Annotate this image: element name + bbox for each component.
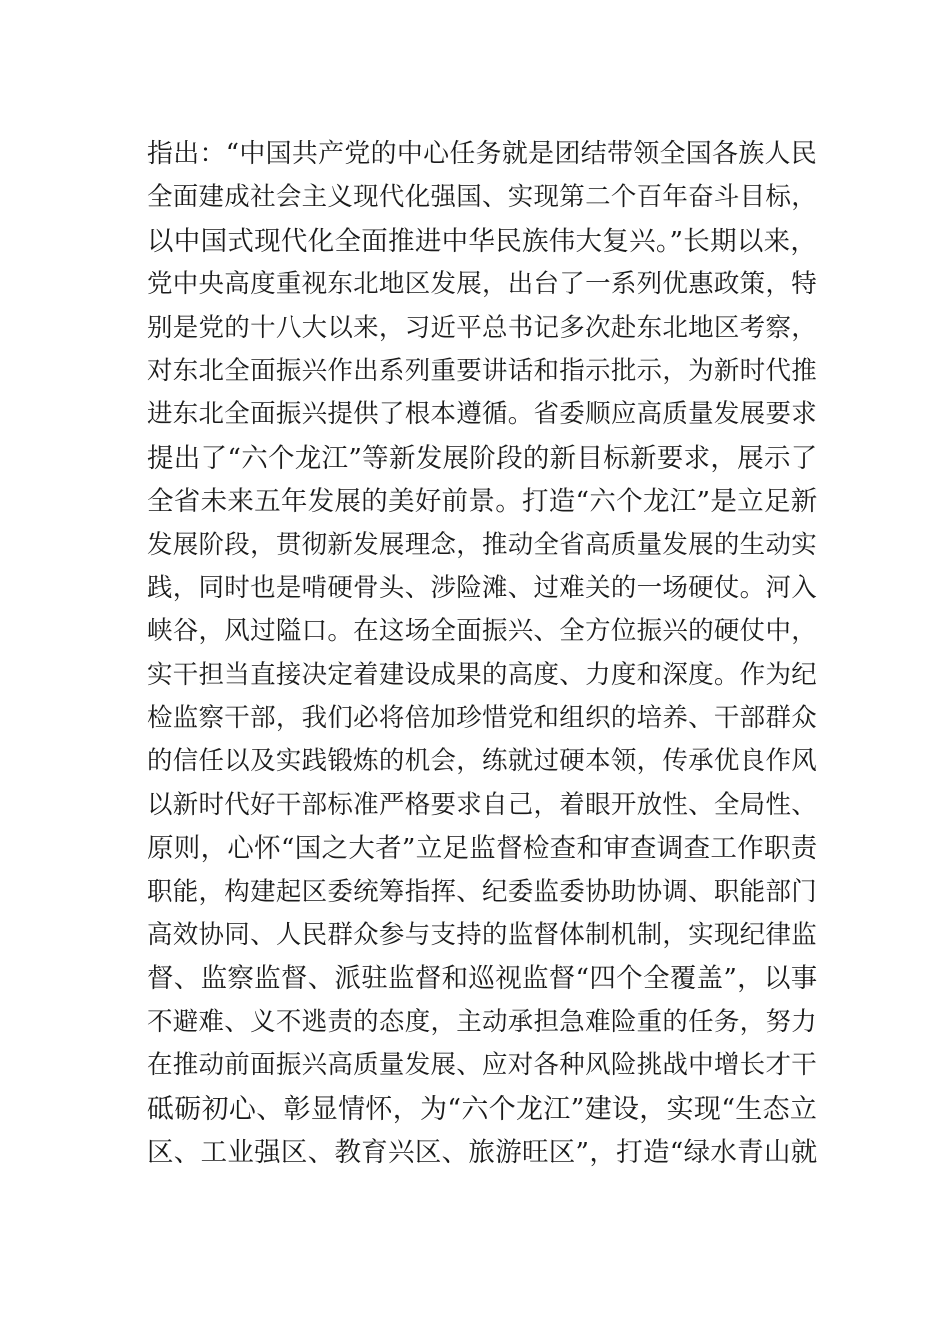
text-line: 不避难、义不逃责的态度，主动承担急难险重的任务，努力 [147,1006,817,1037]
text-line: 职能，构建起区委统筹指挥、纪委监委协助协调、职能部门 [147,876,817,907]
text-line: 检监察干部，我们必将倍加珍惜党和组织的培养、干部群众 [147,703,817,734]
text-line: 践，同时也是啃硬骨头、涉险滩、过难关的一场硬仗。河入 [147,572,817,603]
text-line: 全面建成社会主义现代化强国、实现第二个百年奋斗目标， [147,182,817,213]
text-line: 指出：“中国共产党的中心任务就是团结带领全国各族人民 [147,139,817,169]
text-line: 以新时代好干部标准严格要求自己，着眼开放性、全局性、 [147,789,817,820]
text-line: 在推动前面振兴高质量发展、应对各种风险挑战中增长才干 [147,1050,817,1081]
text-line: 的信任以及实践锻炼的机会，练就过硬本领，传承优良作风 [147,746,817,777]
text-line: 砥砺初心、彰显情怀，为“六个龙江”建设，实现“生态立 [147,1093,818,1125]
text-line: 党中央高度重视东北地区发展，出台了一系列优惠政策，特 [147,269,817,300]
text-line: 原则，心怀“国之大者”立足监督检查和审查调查工作职责 [147,833,818,865]
text-line: 别是党的十八大以来，习近平总书记多次赴东北地区考察， [147,312,817,343]
text-line: 提出了“六个龙江”等新发展阶段的新目标新要求，展示了 [147,442,818,474]
text-line: 高效协同、人民群众参与支持的监督体制机制，实现纪律监 [147,920,817,951]
text-line: 全省未来五年发展的美好前景。打造“六个龙江”是立足新 [147,486,818,518]
text-line: 发展阶段，贯彻新发展理念，推动全省高质量发展的生动实 [147,529,817,560]
text-line: 区、工业强区、教育兴区、旅游旺区”，打造“绿水青山就 [147,1136,818,1168]
text-line: 峡谷，风过隘口。在这场全面振兴、全方位振兴的硬仗中， [147,616,817,647]
text-line: 以中国式现代化全面推进中华民族伟大复兴。”长期以来， [147,225,818,257]
text-line: 督、监察监督、派驻监督和巡视监督“四个全覆盖”，以事 [147,963,818,995]
body-paragraph [147,133,817,1174]
text-line: 进东北全面振兴提供了根本遵循。省委顺应高质量发展要求 [147,399,817,430]
text-line: 实干担当直接决定着建设成果的高度、力度和深度。作为纪 [147,659,817,690]
text-line: 对东北全面振兴作出系列重要讲话和指示批示，为新时代推 [147,355,817,386]
